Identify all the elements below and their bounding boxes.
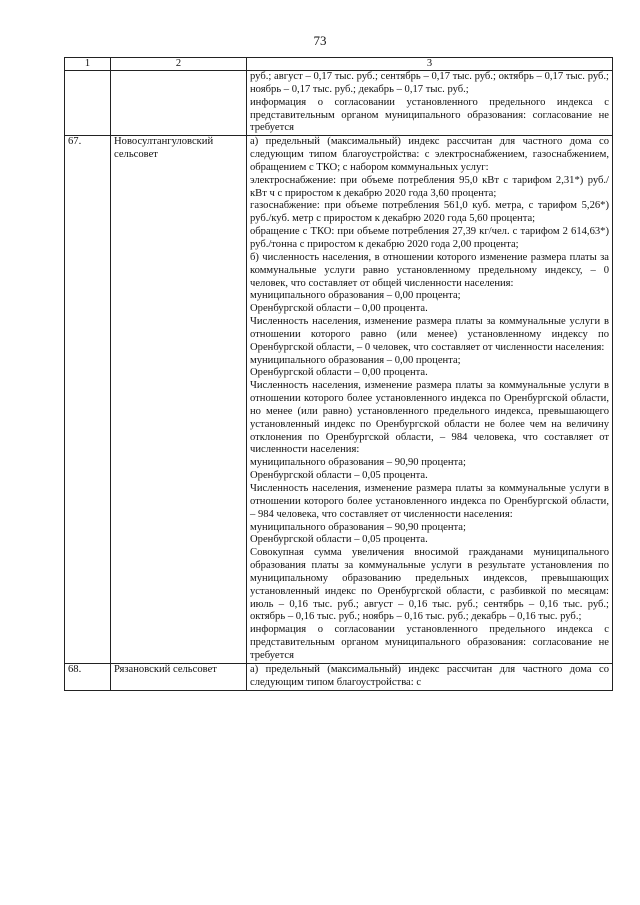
table-row-67 [65, 136, 613, 664]
municipal-index-table [64, 57, 613, 691]
row-68-number: 68. [65, 663, 111, 690]
row-67-number: 67. [65, 136, 111, 664]
row-67-paragraph: муниципального образования – 90,90 процента; [250, 521, 466, 533]
table-row-68 [65, 663, 613, 690]
row-67-paragraph: б) численность населения, в отношении которого изменение размера платы за коммунальные услуги равно установленному предельному индексу, – 0 человек, что составляет от общей численности населения: [250, 251, 609, 289]
row-68-name: Рязановский сельсовет [111, 663, 247, 690]
row-67-paragraph: газоснабжение: при объеме потребления 561,0 куб. метра, с тарифом 5,26*) руб./куб. метр с приростом к декабрю 2020 года 5,60 процента; [250, 200, 609, 225]
continued-agreement-text: информация о согласовании установленного предельного индекса с представительным органом муниципального образования: согласование не требуется [250, 96, 609, 134]
row-67-name: Новосултангуловский сельсовет [111, 136, 247, 664]
row-67-paragraph: а) предельный (максимальный) индекс рассчитан для частного дома со следующим типом благоустройства: с электроснабжением, газоснабжением, обращением с ТКО; с набором коммунальных услуг: [250, 136, 609, 173]
row-number-cell [65, 71, 111, 136]
row-67-paragraph: Численность населения, изменение размера платы за коммунальные услуги в отношении которого более установленного индекса по Оренбургской области, – 984 человека, что составляет от численности населения: [250, 483, 609, 520]
row-67-paragraph: Численность населения, изменение размера платы за коммунальные услуги в отношении которого более установленного индекса по Оренбургской области, но менее (или равно) установленного предельного индекса, превышающего установленный индекс по Оренбургской области не более чем на величину отклонения по Оренбургской области, – 984 человека, что составляет от численности населения: [250, 380, 609, 456]
continued-months-text: руб.; август – 0,17 тыс. руб.; сентябрь – 0,17 тыс. руб.; октябрь – 0,17 тыс. руб.; ноябрь – 0,17 тыс. руб.; декабрь – 0,17 тыс. руб.; [250, 71, 609, 95]
header-cell-1: 1 [65, 58, 111, 71]
row-67-content [247, 136, 613, 664]
table-row-continued [65, 71, 613, 136]
header-cell-3: 3 [247, 58, 613, 71]
row-67-paragraph: Численность населения, изменение размера платы за коммунальные услуги в отношении которого равно (или менее) установленному индексу по Оренбургской области, – 0 человек, что составляет от численности населения: [250, 316, 609, 353]
row-67-paragraph: обращение с ТКО: при объеме потребления 27,39 кг/чел. с тарифом 2 614,63*) руб./тонна с приростом к декабрю 2020 года 2,00 процента; [250, 226, 609, 250]
row-67-paragraph: муниципального образования – 0,00 процента; [250, 290, 461, 302]
page-number: 73 [313, 33, 327, 48]
row-67-paragraph: электроснабжение: при объеме потребления 95,0 кВт с тарифом 2,31*) руб./кВт ч с приростом к декабрю 2020 года 3,60 процента; [250, 174, 609, 199]
row-67-paragraph: Оренбургской области – 0,00 процента. [250, 367, 428, 379]
header-cell-2: 2 [111, 58, 247, 71]
row-67-paragraph: Оренбургской области – 0,05 процента. [250, 470, 428, 482]
row-content-cell [247, 71, 613, 136]
row-name-cell [111, 71, 247, 136]
table-header-row [65, 58, 613, 71]
row-68-content [247, 663, 613, 690]
row-67-paragraph: Оренбургской области – 0,05 процента. [250, 534, 428, 546]
row-67-paragraph: муниципального образования – 90,90 процента; [250, 457, 466, 469]
row-68-paragraph: а) предельный (максимальный) индекс рассчитан для частного дома со следующим типом благоустройства: с [250, 663, 609, 688]
row-67-paragraph: Оренбургской области – 0,00 процента. [250, 303, 428, 315]
row-67-paragraph: Совокупная сумма увеличения вносимой гражданами муниципального образования платы за коммунальные услуги в результате установления по муниципальному образованию предельных индексов, превышающих установленный индекс по Оренбургской области, с разбивкой по месяцам: июль – 0,16 тыс. руб.; август – 0,16 тыс. руб.; сентябрь – 0,16 тыс. руб.; октябрь – 0,16 тыс. руб.; ноябрь – 0,16 тыс. руб.; декабрь – 0,16 тыс. руб.; [250, 547, 609, 623]
row-67-paragraph: муниципального образования – 0,00 процента; [250, 354, 461, 366]
row-67-paragraph: информация о согласовании установленного предельного индекса с представительным органом муниципального образования: согласование не требуется [250, 624, 609, 661]
